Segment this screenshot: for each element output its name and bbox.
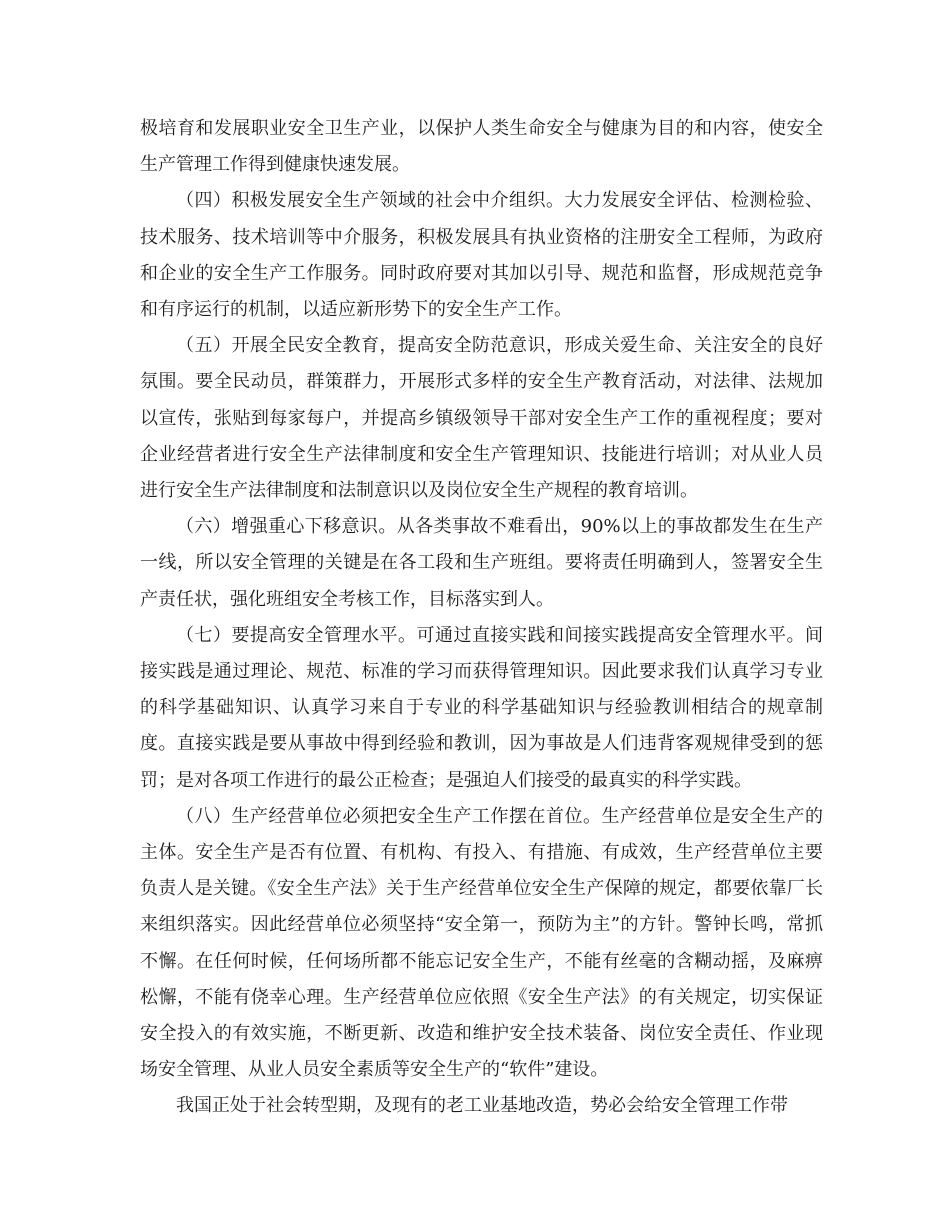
paragraph-item-8: （八）生产经营单位必须把安全生产工作摆在首位。生产经营单位是安全生产的主体。安全生产是否有位置、有机构、有投入、有措施、有成效，生产经营单位主要负责人是关键。《安全生产法》关于生产经营单位安全生产保障的规定，都要依靠厂长来组织落实。因此经营单位必须坚持“安全第一，预防为主”的方针。警钟长鸣，常抓不懈。在任何时候，任何场所都不能忘记安全生产，不能有丝毫的含糊动摇，及麻痹松懈，不能有侥幸心理。生产经营单位应依照《安全生产法》的有关规定，切实保证安全投入的有效实施，不断更新、改造和维护安全技术装备、岗位安全责任、作业现场安全管理、从业人员安全素质等安全生产的“软件”建设。 xyxy=(140,805,823,1081)
paragraph-item-5: （五）开展全民安全教育，提高安全防范意识，形成关爱生命、关注安全的良好氛围。要全民动员，群策群力，开展形式多样的安全生产教育活动，对法律、法规加以宣传，张贴到每家每户，并提高乡镇级领导干部对安全生产工作的重视程度；要对企业经营者进行安全生产法律制度和安全生产管理知识、技能进行培训；对从业人员进行安全生产法律制度和法制意识以及岗位安全生产规程的教育培训。 xyxy=(140,335,823,502)
document-page xyxy=(140,111,823,1125)
paragraph-item-4: （四）积极发展安全生产领域的社会中介组织。大力发展安全评估、检测检验、技术服务、技术培训等中介服务，积极发展具有执业资格的注册安全工程师，为政府和企业的安全生产工作服务。同时政府要对其加以引导、规范和监督，形成规范竞争和有序运行的机制，以适应新形势下的安全生产工作。 xyxy=(140,190,823,321)
paragraph-item-7: （七）要提高安全管理水平。可通过直接实践和间接实践提高安全管理水平。间接实践是通过理论、规范、标准的学习而获得管理知识。因此要求我们认真学习专业的科学基础知识、认真学习来自于专业的科学基础知识与经验教训相结合的规章制度。直接实践是要从事故中得到经验和教训，因为事故是人们违背客观规律受到的惩罚；是对各项工作进行的最公正检查；是强迫人们接受的最真实的科学实践。 xyxy=(140,624,823,791)
paragraph-item-6: （六）增强重心下移意识。从各类事故不难看出，90%以上的事故都发生在生产一线，所以安全管理的关键是在各工段和生产班组。要将责任明确到人，签署安全生产责任状，强化班组安全考核工作，目标落实到人。 xyxy=(140,516,823,610)
paragraph-continuation: 极培育和发展职业安全卫生产业，以保护人类生命安全与健康为目的和内容，使安全生产管理工作得到健康快速发展。 xyxy=(140,118,823,176)
paragraph-closing: 我国正处于社会转型期，及现有的老工业基地改造，势必会给安全管理工作带 xyxy=(176,1095,788,1117)
